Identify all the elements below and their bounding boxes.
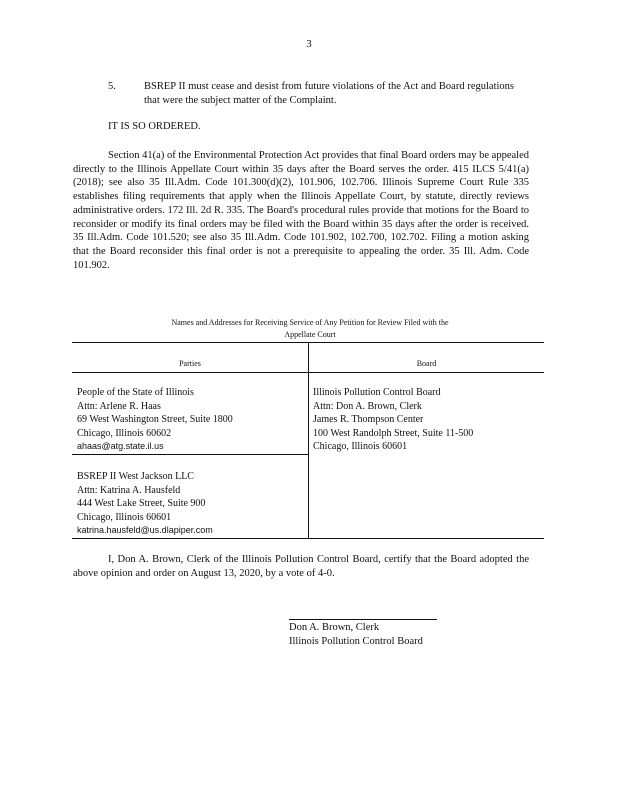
board-center: James R. Thompson Center (313, 414, 424, 425)
party-attn: Attn: Arlene R. Haas (77, 400, 161, 412)
party-email: ahaas@atg.state.il.us (77, 441, 164, 451)
party-name: BSREP II West Jackson LLC (77, 471, 194, 482)
party-name: People of the State of Illinois (77, 387, 194, 398)
party-city: Chicago, Illinois 60601 (77, 511, 172, 523)
board-name: Illinois Pollution Control Board (313, 387, 441, 398)
party-email: katrina.hausfeld@us.dlapiper.com (77, 525, 213, 535)
board-address (313, 386, 473, 454)
board-column-header: Board (416, 359, 437, 368)
board-street: 100 West Randolph Street, Suite 11-500 (313, 427, 474, 439)
order-item-text: BSREP II must cease and desist from future violations of the Act and Board regulations that were the subject matter of the Complaint. (144, 81, 514, 106)
party-street: 69 West Washington Street, Suite 1800 (77, 414, 233, 425)
board-attn: Attn: Don A. Brown, Clerk (313, 400, 422, 412)
table-rule (72, 454, 308, 455)
parties-column-header: Parties (179, 359, 201, 368)
party-address-1 (77, 386, 233, 454)
party-street: 444 West Lake Street, Suite 900 (77, 498, 206, 509)
signer-org: Illinois Pollution Control Board (289, 636, 423, 647)
table-rule (72, 538, 544, 539)
signature-block (289, 621, 423, 649)
signer-name: Don A. Brown, Clerk (289, 622, 380, 633)
party-address-2 (77, 470, 213, 538)
so-ordered: IT IS SO ORDERED. (108, 121, 201, 132)
certification-paragraph: I, Don A. Brown, Clerk of the Illinois Pollution Control Board, certify that the Board adopted the above opinion and order on August 13, 2020, by a vote of 4-0. (73, 554, 529, 579)
table-rule (72, 372, 544, 373)
service-table-heading: Names and Addresses for Receiving Service of Any Petition for Review Filed with the Appellate Court (171, 318, 449, 339)
board-city: Chicago, Illinois 60601 (313, 441, 408, 452)
page-number: 3 (306, 38, 312, 50)
service-table (72, 342, 544, 538)
signature-line (289, 619, 437, 620)
party-city: Chicago, Illinois 60602 (77, 427, 172, 439)
party-attn: Attn: Katrina A. Hausfeld (77, 484, 181, 496)
order-item-number: 5. (108, 81, 116, 92)
appeal-paragraph: Section 41(a) of the Environmental Protection Act provides that final Board orders may be appealed directly to the Illinois Appellate Court within 35 days after the Board serves the order. 415 ILCS 5/41(a) (2018); see also 35 Ill.Adm. Code 101.300(d)(2), 101.906, 102.706. Illinois Supreme Court Rule 335 establishes filing requirements that apply when the Illinois Appellate Court, by statute, directly reviews administrative orders. 172 Ill. 2d R. 335. The Board's procedural rules provide that motions for the Board to reconsider or modify its final orders may be filed with the Board within 35 days after the order is received. 35 Ill.Adm. Code 101.520; see also 35 Ill.Adm. Code 101.902, 102.700, 102.702. Filing a motion asking that the Board reconsider this final order is not a prerequisite to appealing the order. 35 Ill. Adm. Code 101.902. (73, 150, 529, 271)
